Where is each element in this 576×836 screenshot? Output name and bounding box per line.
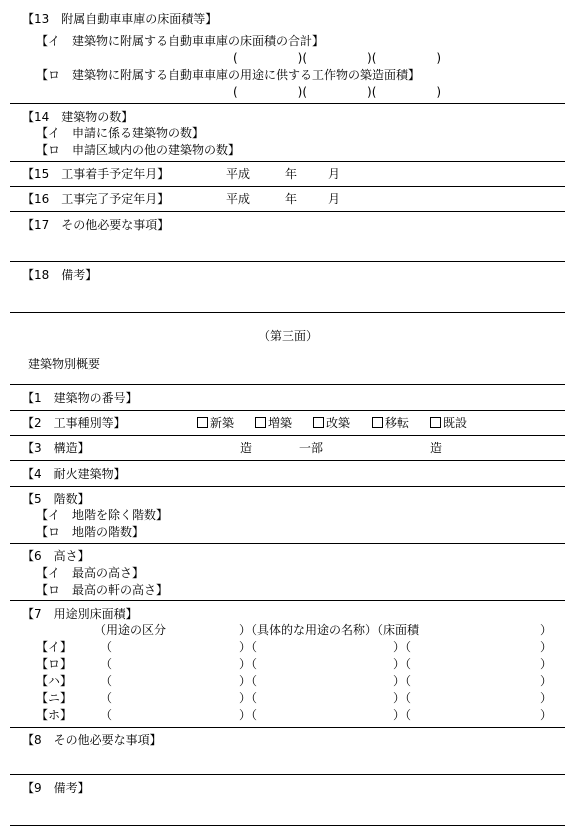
divider [10,312,565,313]
row-mid: ）（ [393,691,412,705]
section-14-i: 【イ 申請に係る建築物の数】 [36,126,205,140]
divider [10,186,565,187]
row-mid: ）（ [393,674,412,688]
row-open: （ [100,691,113,705]
checkbox-icon[interactable] [430,417,441,428]
row-open: （ [100,674,113,688]
remarks-label: 【9 備考】 [22,781,90,795]
row-label: 【ハ】 [36,674,73,688]
row-close: ） [540,691,553,705]
floor-area-label: 【7 用途別床面積】 [22,607,138,621]
divider [10,410,565,411]
divider [10,825,565,826]
section-15-era: 平成 [226,167,251,181]
floors-basement: 【ロ 地階の階数】 [36,525,145,539]
height-max: 【イ 最高の高さ】 [36,566,145,580]
divider [10,774,565,775]
page-heading: （第三面） [258,329,319,343]
section-16-era: 平成 [226,192,251,206]
section-15-label: 【15 工事着手予定年月】 [22,167,170,181]
checkbox-icon[interactable] [197,417,208,428]
structure-zou-2: 造 [430,441,443,455]
row-open: （ [100,640,113,654]
option-relocate[interactable]: 移転 [372,415,409,431]
divider [10,435,565,436]
section-16-year: 年 [285,192,298,206]
structure-zou-1: 造 [240,441,253,455]
row-label: 【イ】 [36,640,73,654]
row-mid: ）（ [393,640,412,654]
divider [10,727,565,728]
fireproof-label: 【4 耐火建築物】 [22,467,126,481]
row-mid: ）（ [239,657,258,671]
checkbox-icon[interactable] [313,417,324,428]
checkbox-icon[interactable] [372,417,383,428]
section-15-month: 月 [328,167,341,181]
option-extend[interactable]: 増築 [255,415,292,431]
section-13-i-values[interactable]: ( )( )( ) [233,51,442,65]
divider [10,543,565,544]
work-type-label: 【2 工事種別等】 [22,416,126,430]
row-mid: ）（ [239,708,258,722]
row-mid: ）（ [239,674,258,688]
section-14-ro: 【ロ 申請区域内の他の建築物の数】 [36,143,241,157]
divider [10,384,565,385]
row-mid: ）（ [393,708,412,722]
section-13-ro-values[interactable]: ( )( )( ) [233,85,442,99]
row-close: ） [540,708,553,722]
section-16-month: 月 [328,192,341,206]
row-mid: ）（ [393,657,412,671]
section-17-label: 【17 その他必要な事項】 [22,218,170,232]
section-14-title: 【14 建築物の数】 [22,110,134,124]
row-label: 【ロ】 [36,657,73,671]
floors-label: 【5 階数】 [22,492,90,506]
row-mid: ）（ [239,640,258,654]
floors-above-ground: 【イ 地階を除く階数】 [36,508,169,522]
divider [10,211,565,212]
row-close: ） [540,640,553,654]
structure-ichibu: 一部 [299,441,324,455]
height-label: 【6 高さ】 [22,549,90,563]
building-number-label: 【1 建築物の番号】 [22,391,138,405]
col-usage-header: （用途の区分 [94,623,167,637]
divider [10,486,565,487]
row-label: 【ニ】 [36,691,73,705]
divider [10,460,565,461]
row-label: 【ホ】 [36,708,73,722]
row-open: （ [100,657,113,671]
page-subtitle: 建築物別概要 [28,357,101,371]
other-matters-label: 【8 その他必要な事項】 [22,733,162,747]
divider [10,103,565,104]
option-rebuild[interactable]: 改築 [313,415,350,431]
col-name-header: ）（具体的な用途の名称）（床面積 [239,623,420,637]
section-16-label: 【16 工事完了予定年月】 [22,192,170,206]
section-13-ro: 【ロ 建築物に附属する自動車車庫の用途に供する工作物の築造面積】 [36,68,421,82]
structure-label: 【3 構造】 [22,441,90,455]
section-13-title: 【13 附属自動車車庫の床面積等】 [22,12,218,26]
row-close: ） [540,657,553,671]
section-13-i: 【イ 建築物に附属する自動車車庫の床面積の合計】 [36,34,325,48]
row-mid: ）（ [239,691,258,705]
divider [10,161,565,162]
row-open: （ [100,708,113,722]
height-eaves: 【ロ 最高の軒の高さ】 [36,583,169,597]
checkbox-icon[interactable] [255,417,266,428]
option-new[interactable]: 新築 [197,415,234,431]
section-15-year: 年 [285,167,298,181]
row-close: ） [540,674,553,688]
section-18-label: 【18 備考】 [22,268,98,282]
option-existing[interactable]: 既設 [430,415,467,431]
col-end-header: ） [540,623,553,637]
divider [10,261,565,262]
divider [10,600,565,601]
